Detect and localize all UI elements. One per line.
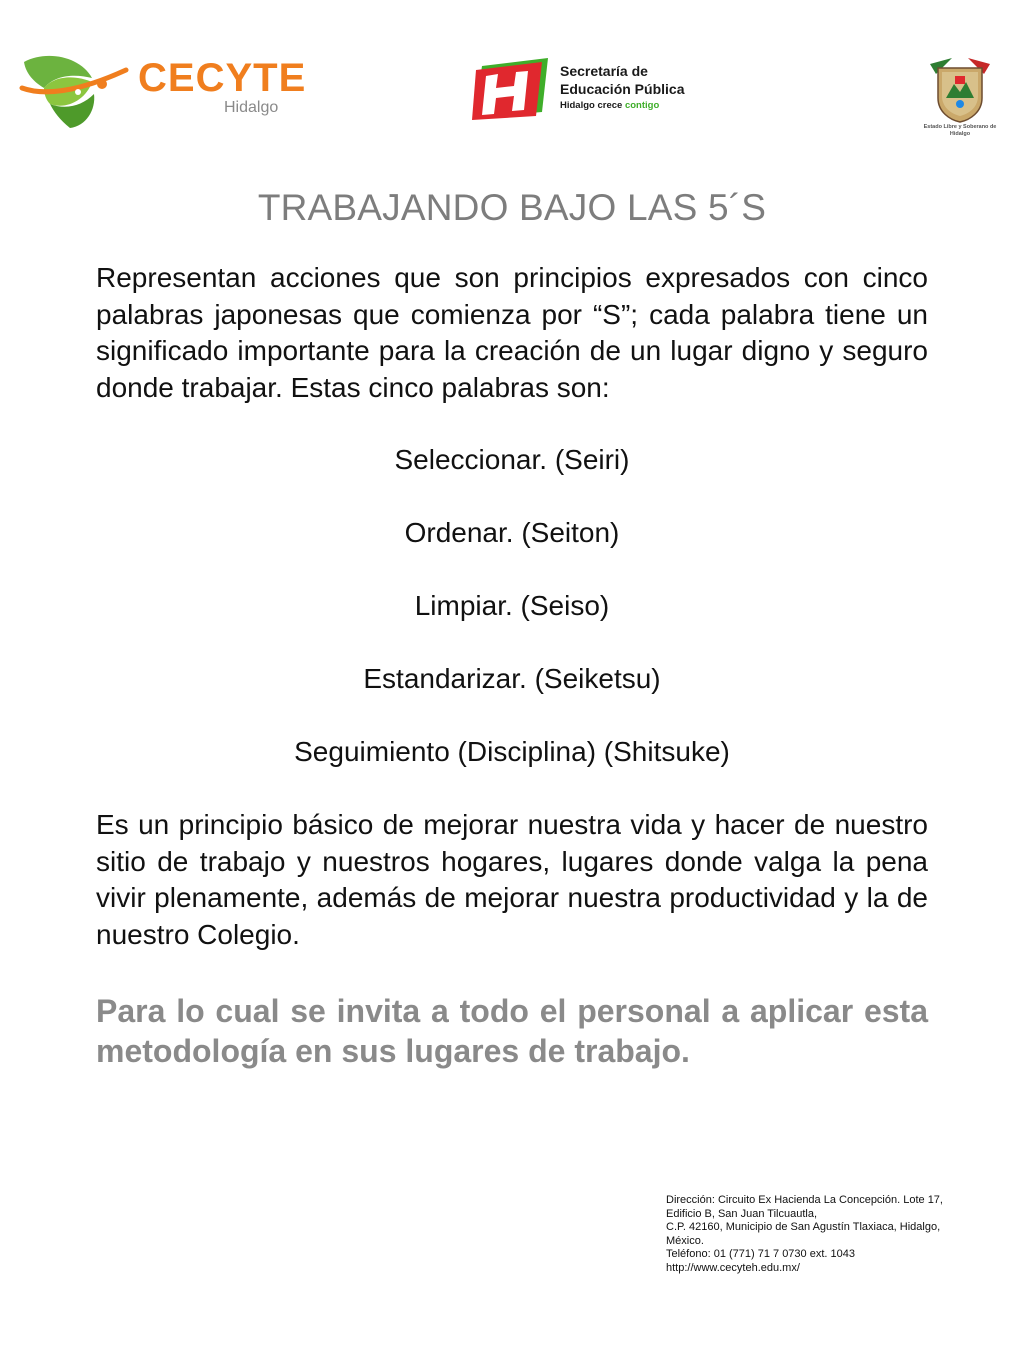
- cecyte-wordmark: CECYTE: [138, 56, 307, 100]
- cecyte-logo: [16, 48, 307, 130]
- sep-slogan-b: contigo: [624, 100, 660, 111]
- hidalgo-shield-logo: [922, 54, 998, 142]
- document-body: [96, 260, 928, 1103]
- sep-slogan-a: Hidalgo crece: [560, 100, 623, 111]
- sep-logo: [472, 58, 722, 120]
- footer-address-line2: C.P. 42160, Municipio de San Agustín Tlaxiaca, Hidalgo, México.: [666, 1221, 941, 1247]
- contact-footer: [666, 1194, 946, 1275]
- five-s-list: [96, 442, 928, 771]
- five-s-item: Limpiar. (Seiso): [414, 590, 610, 621]
- footer-url-link[interactable]: http://www.cecyteh.edu.mx/: [666, 1261, 800, 1274]
- footer-phone: Teléfono: 01 (771) 71 7 0730 ext. 1043: [666, 1248, 855, 1260]
- sep-title-line1: Secretaría de: [560, 63, 648, 79]
- five-s-item: Seleccionar. (Seiri): [394, 444, 630, 475]
- sep-h-icon: [472, 58, 552, 120]
- cecyte-leaf-icon: [16, 48, 136, 130]
- invitation-paragraph: Para lo cual se invita a todo el personal a aplicar esta metodología en sus lugares de trabajo.: [96, 993, 928, 1069]
- shield-icon: [922, 54, 998, 124]
- page-header: [0, 0, 1024, 150]
- five-s-item: Ordenar. (Seiton): [404, 517, 620, 548]
- footer-address-line1: Dirección: Circuito Ex Hacienda La Concepción. Lote 17, Edificio B, San Juan Tilcuautla,: [666, 1194, 943, 1220]
- principle-paragraph: Es un principio básico de mejorar nuestra vida y hacer de nuestro sitio de trabajo y nuestros hogares, lugares donde valga la pena vivir plenamente, además de mejorar nuestra productividad y la de nuestro Colegio.: [96, 809, 928, 950]
- five-s-item: Seguimiento (Disciplina) (Shitsuke): [294, 736, 730, 767]
- page-title: TRABAJANDO BAJO LAS 5´S: [257, 187, 767, 228]
- sep-title-line2: Educación Pública: [560, 81, 685, 97]
- five-s-item: Estandarizar. (Seiketsu): [363, 663, 661, 694]
- shield-caption: Estado Libre y Soberano de Hidalgo: [923, 124, 997, 137]
- intro-paragraph: Representan acciones que son principios expresados con cinco palabras japonesas que comienza por “S”; cada palabra tiene un significado importante para la creación de un lugar digno y seguro donde trabajar. Estas cinco palabras son:: [96, 262, 928, 403]
- sep-slogan: [560, 100, 684, 112]
- cecyte-subtitle: Hidalgo: [224, 99, 279, 116]
